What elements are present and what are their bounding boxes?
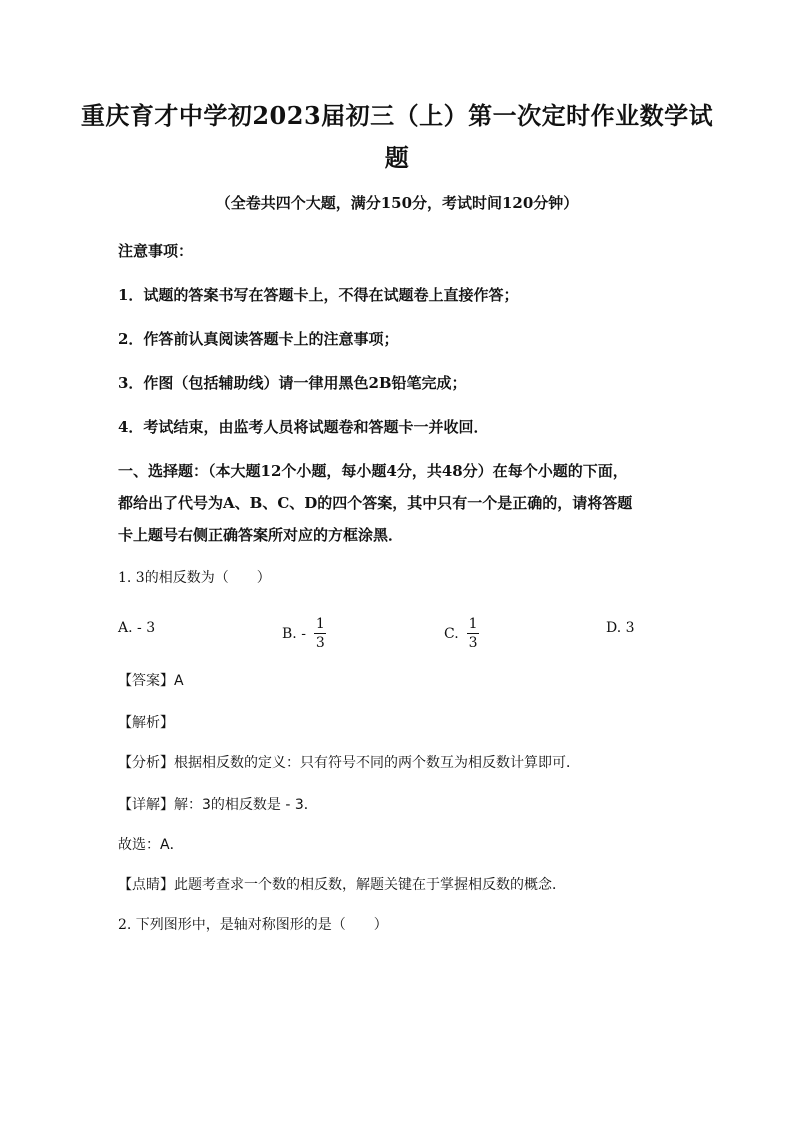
option-c-label: C. xyxy=(444,625,459,642)
question-2-stem: 2. 下列图形中，是轴对称图形的是（ ） xyxy=(118,917,388,933)
question-1-dianjing: 【点睛】此题考查求一个数的相反数，解题关键在于掌握相反数的概念． xyxy=(118,877,566,893)
option-b-fraction xyxy=(314,616,327,651)
question-1-option-b xyxy=(282,616,327,651)
question-1-analysis-heading: 【解析】 xyxy=(118,715,174,731)
option-b-label: B. - xyxy=(282,625,306,642)
option-c-numerator: 1 xyxy=(468,616,478,632)
section-1-intro-line-1: 一、选择题：（本大题12个小题，每小题4分，共48分）在每个小题的下面， xyxy=(118,462,628,480)
option-c-fraction xyxy=(467,616,480,651)
exam-info: （全卷共四个大题，满分150分，考试时间120分钟） xyxy=(215,194,579,212)
option-a-text: A. - 3 xyxy=(118,620,156,636)
question-1-option-c xyxy=(444,616,480,651)
question-1-fenxi: 【分析】根据相反数的定义：只有符号不同的两个数互为相反数计算即可． xyxy=(118,755,580,771)
note-item-3: 3．作图（包括辅助线）请一律用黑色2B铅笔完成； xyxy=(118,374,467,392)
option-b-numerator: 1 xyxy=(315,616,325,632)
document-title-line-1: 重庆育才中学初2023届初三（上）第一次定时作业数学试 xyxy=(80,101,714,130)
option-c-denominator: 3 xyxy=(468,635,478,651)
question-1-option-a xyxy=(118,620,155,636)
question-1-xiangjie: 【详解】解：3的相反数是 - 3． xyxy=(118,797,318,813)
note-item-4: 4．考试结束，由监考人员将试题卷和答题卡一并收回． xyxy=(118,418,489,436)
question-1-answer: 【答案】A xyxy=(118,673,184,689)
fraction-bar xyxy=(314,633,326,634)
notes-heading: 注意事项： xyxy=(118,242,194,260)
question-1-option-d xyxy=(606,620,635,636)
question-1-guxuan: 故选：A． xyxy=(118,837,184,853)
question-1-stem: 1. 3的相反数为（ ） xyxy=(118,570,271,586)
note-item-2: 2．作答前认真阅读答题卡上的注意事项； xyxy=(118,330,399,348)
section-1-intro-line-3: 卡上题号右侧正确答案所对应的方框涂黑． xyxy=(118,526,404,544)
option-b-denominator: 3 xyxy=(315,635,325,651)
fraction-bar xyxy=(467,633,479,634)
section-1-intro-line-2: 都给出了代号为A、B、C、D的四个答案，其中只有一个是正确的，请将答题 xyxy=(118,494,633,512)
document-title-line-2: 题 xyxy=(384,143,410,172)
note-item-1: 1．试题的答案书写在答题卡上，不得在试题卷上直接作答； xyxy=(118,286,519,304)
option-d-text: D. 3 xyxy=(606,620,635,636)
